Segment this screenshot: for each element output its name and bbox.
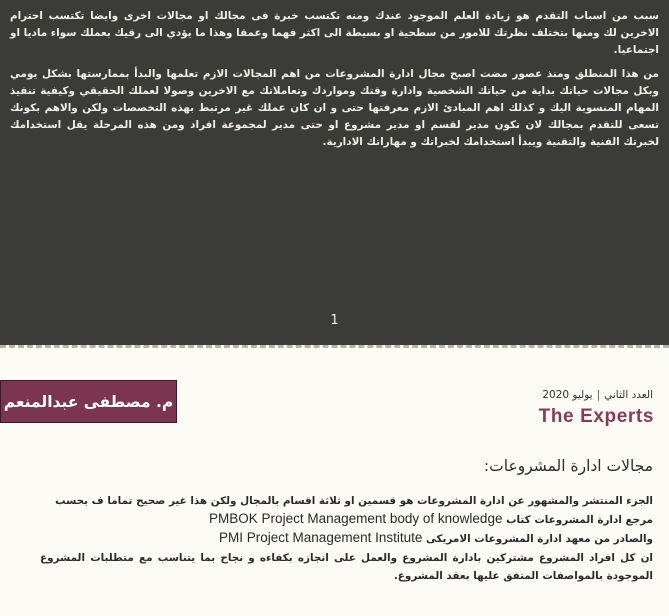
paragraph-2: من هذا المنطلق ومنذ عصور مضت اصبح مجال ادارة المشروعات من اهم المجالات الازم تعلمها والبدأ بممارستها بشكل يومي وبكل مجالات حياتك بداية من حياتك الشخصية وادارة وقتك ومواردك وتعاملاتك مع الاخرين وصولا لعملك الحقيقي وكيفية تنفيذ المهام المنسوبة اليك و كذلك اهم المبادئ الازم معرفتها حتى و ان كان عملك غير مرتبط بهذه التخصصات ولكن والاهم بكونك تسعى للتقدم بمجالك لان تكون مدير لقسم او مدير مشروع او حتى مدير لمجموعة افراد ومن هذه المرحلة يقل استخدامك لخبرتك الفنية والتقنية ويبدأ استخدامك لخبراتك و مهاراتك الادارية. (10, 67, 659, 149)
article-body (40, 492, 653, 585)
issue-label: العدد الثاني (604, 389, 653, 401)
magazine-title: The Experts (538, 406, 654, 427)
body-line-1: الجزء المنتشر والمشهور عن ادارة المشروعات هو قسمين او ثلاثة اقسام بالمجال ولكن هذا غير صحيح تماما ف بحسب (55, 495, 653, 507)
page-2-top (0, 349, 669, 616)
page-number: 1 (330, 313, 339, 328)
page-divider (0, 345, 669, 348)
page-1-text (10, 8, 659, 158)
issue-info (542, 389, 653, 401)
pmi-reference: PMI Project Management Institute (219, 530, 423, 546)
body-line-3-arabic: والصادر من معهد ادارة المشروعات الامريكى (426, 533, 653, 546)
section-heading: مجالات ادارة المشروعات: (483, 457, 653, 475)
issue-separator: | (596, 389, 601, 401)
paragraph-1: سبب من اسباب التقدم هو زيادة العلم الموجود عندك ومنه تكتسب خبرة فى مجالك او مجالات اخرى وايضا تكتسب احترام الاخرين لك ومنها بتختلف نظرتك للامور من سطحية او بسيطة الى اكثر فهما وعمقا وهذا ما يؤدي الى رقيك بعملك سواء ماديا او اجتماعيا. (10, 10, 659, 57)
body-line-3 (40, 529, 653, 548)
author-banner (0, 380, 177, 423)
issue-date: يوليو 2020 (542, 389, 593, 401)
pmbok-reference: PMBOK Project Management body of knowledge (209, 511, 503, 527)
body-line-2-arabic: مرجع ادارة المشروعات كتاب (506, 514, 653, 527)
body-line-2 (40, 510, 653, 529)
author-name: م. مصطفى عبدالمنعم (3, 392, 174, 411)
body-line-4: ان كل افراد المشروع مشتركين بادارة المشروع والعمل على انجازه بكفاءه و نجاح بما يتناسب مع متطلبات المشروع الموجودة بالمواصفات المتفق عليها بعقد المشروع. (40, 551, 653, 582)
